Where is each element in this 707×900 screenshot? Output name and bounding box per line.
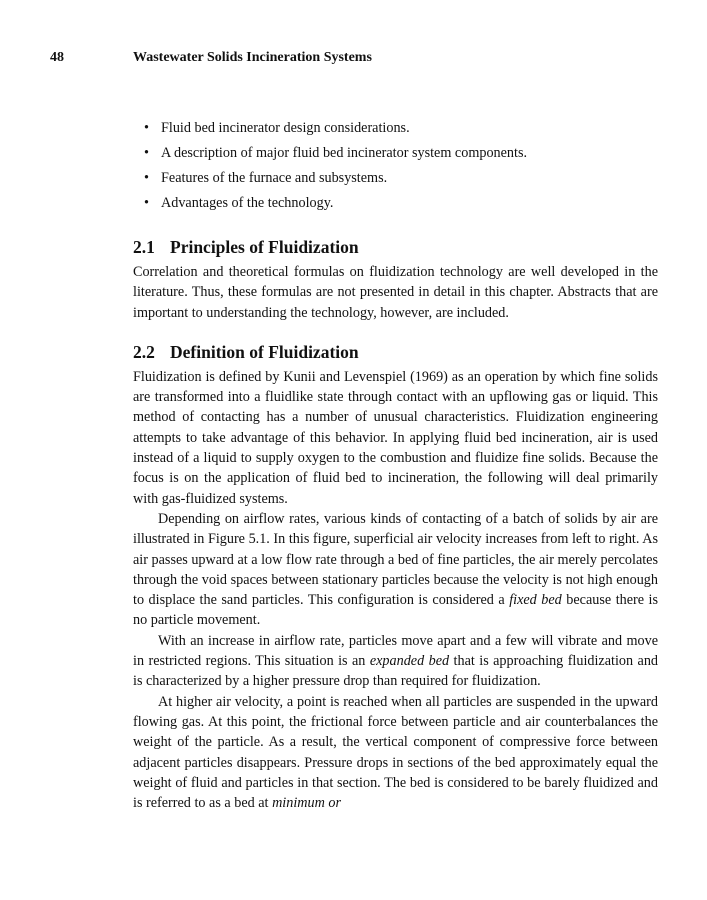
section-heading-2-1: [133, 236, 658, 258]
bullet-list: [133, 118, 658, 213]
bullet-text: A description of major fluid bed incinerator system components.: [161, 145, 528, 161]
paragraph: Depending on airflow rates, various kinds of contacting of a batch of solids by air are illustrated in Figure 5.1. In this figure, superficial air velocity increases from left to right. As air passes upward at a low flow rate through a bed of fine particles, the air merely percolates through the void spaces between stationary particles because the velocity is not high enough to displace the sand particles. This configuration is considered a fixed bed because there is no particle movement.: [133, 510, 659, 629]
section-number: 2.1: [133, 237, 155, 257]
paragraph: Fluidization is defined by Kunii and Levenspiel (1969) as an operation by which fine solids are transformed into a fluidlike state through contact with an upflowing gas or liquid. This method of contacting has a number of unusual characteristics. Fluidization engineering attempts to take advantage of this behavior. In applying fluid bed incineration, air is used instead of a liquid to supply oxygen to the combustion and fluidize fine solids. Because the focus is on the application of fluid bed to incineration, the following will deal primarily with gas-fluidized systems.: [133, 368, 658, 507]
bullet-icon: •: [144, 170, 149, 186]
paragraph: With an increase in airflow rate, particles move apart and a few will vibrate and move in restricted regions. This situation is an expanded bed that is approaching fluidization and is characterized by a higher pressure drop than required for fluidization.: [133, 632, 659, 690]
section-heading-2-2: [133, 341, 658, 363]
section-number: 2.2: [133, 341, 155, 362]
bullet-icon: •: [144, 145, 149, 161]
running-title: Wastewater Solids Incineration Systems: [133, 50, 372, 65]
bullet-text: Features of the furnace and subsystems.: [161, 170, 388, 186]
paragraph: At higher air velocity, a point is reached when all particles are suspended in the upward flowing gas. At this point, the frictional force between particle and air counterbalances the weight of the particle. As a result, the vertical component of compressive force between adjacent particles disappears. Pressure drops in sections of the bed approximately equal the weight of fluid and particles in that section. The bed is considered to be barely fluidized and is referred to as a bed at minimum or: [133, 693, 658, 812]
page-number: 48: [50, 50, 64, 65]
list-item: [144, 193, 658, 213]
list-item: [144, 143, 658, 163]
bullet-icon: •: [144, 120, 149, 136]
paragraph: Correlation and theoretical formulas on fluidization technology are well developed in the literature. Thus, these formulas are not presented in detail in this chapter. Abstracts that are important to understanding the technology, however, are included.: [133, 264, 658, 321]
list-item: [144, 118, 658, 138]
emphasis: minimum or: [272, 795, 342, 812]
bullet-text: Fluid bed incinerator design considerations.: [161, 120, 410, 136]
bullet-text: Advantages of the technology.: [161, 195, 334, 211]
list-item: [144, 168, 658, 188]
section-title: Principles of Fluidization: [170, 237, 359, 257]
emphasis: expanded bed: [369, 653, 450, 670]
page-header: [50, 50, 657, 70]
section-title: Definition of Fluidization: [170, 341, 359, 362]
emphasis: fixed bed: [509, 592, 562, 609]
bullet-icon: •: [144, 195, 149, 211]
page-body: [133, 118, 658, 813]
